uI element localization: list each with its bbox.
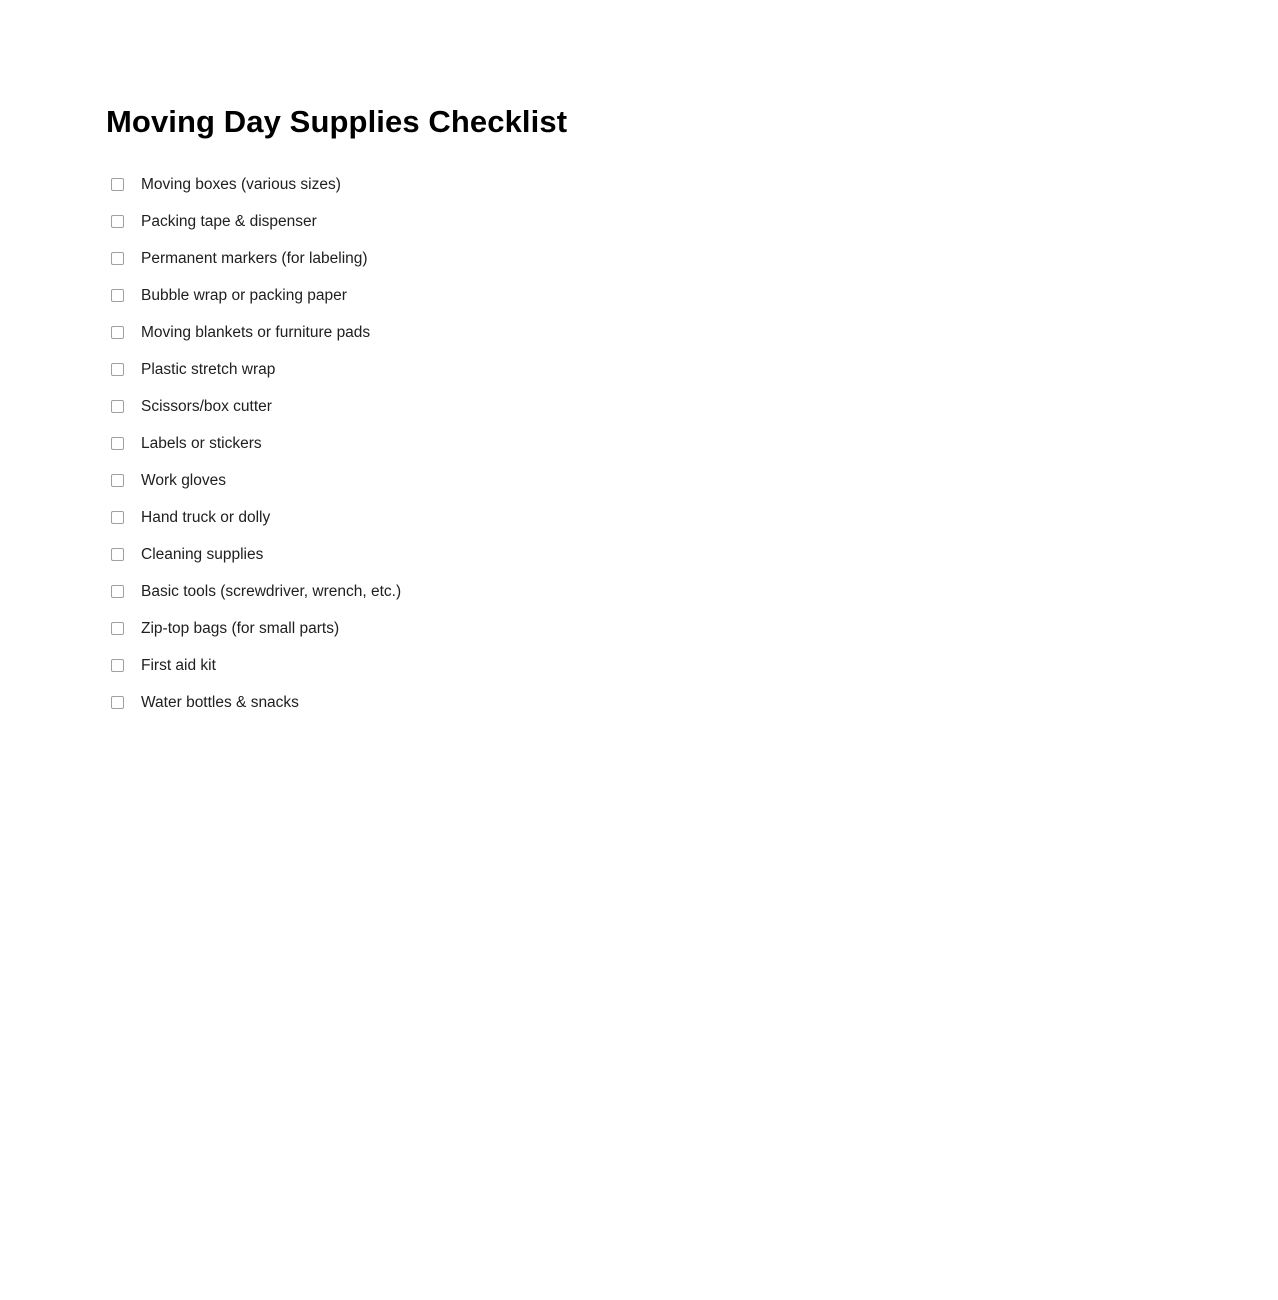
checklist-item-label: Scissors/box cutter (141, 397, 272, 415)
checklist-item-label: Bubble wrap or packing paper (141, 286, 347, 304)
page-title: Moving Day Supplies Checklist (106, 104, 568, 139)
checkbox-input[interactable] (111, 289, 124, 302)
checklist-item[interactable] (106, 425, 1278, 462)
checklist-item-label: Hand truck or dolly (141, 508, 271, 526)
checkbox-input[interactable] (111, 400, 124, 413)
checklist-item[interactable] (106, 277, 1278, 314)
checkbox-input[interactable] (111, 696, 124, 709)
checklist-item-label: First aid kit (141, 656, 216, 674)
checkbox-input[interactable] (111, 363, 124, 376)
checklist-item-label: Water bottles & snacks (141, 693, 299, 711)
checkbox-input[interactable] (111, 511, 124, 524)
checklist-item-label: Moving boxes (various sizes) (141, 175, 341, 193)
checklist-item[interactable] (106, 684, 1278, 721)
checklist-item-label: Moving blankets or furniture pads (141, 323, 371, 341)
checklist-item[interactable] (106, 610, 1278, 647)
checklist-item-label: Work gloves (141, 471, 226, 489)
checklist-item-label: Zip-top bags (for small parts) (141, 619, 340, 637)
checkbox-input[interactable] (111, 178, 124, 191)
checklist-item[interactable] (106, 203, 1278, 240)
checkbox-input[interactable] (111, 474, 124, 487)
checklist-item-label: Packing tape & dispenser (141, 212, 317, 230)
checkbox-input[interactable] (111, 659, 124, 672)
checklist-item[interactable] (106, 499, 1278, 536)
checkbox-input[interactable] (111, 215, 124, 228)
checkbox-input[interactable] (111, 622, 124, 635)
checklist-item[interactable] (106, 314, 1278, 351)
checklist-item[interactable] (106, 240, 1278, 277)
checkbox-input[interactable] (111, 252, 124, 265)
supplies-checklist (106, 166, 1278, 721)
checklist-item[interactable] (106, 351, 1278, 388)
checkbox-input[interactable] (111, 437, 124, 450)
checklist-item[interactable] (106, 536, 1278, 573)
checklist-item-label: Labels or stickers (141, 434, 262, 452)
checklist-item-label: Plastic stretch wrap (141, 360, 276, 378)
checkbox-input[interactable] (111, 548, 124, 561)
checklist-item[interactable] (106, 388, 1278, 425)
checklist-item[interactable] (106, 573, 1278, 610)
checkbox-input[interactable] (111, 585, 124, 598)
checklist-item-label: Permanent markers (for labeling) (141, 249, 368, 267)
checklist-item[interactable] (106, 166, 1278, 203)
checklist-item-label: Cleaning supplies (141, 545, 264, 563)
checklist-item[interactable] (106, 647, 1278, 684)
checkbox-input[interactable] (111, 326, 124, 339)
checklist-item[interactable] (106, 462, 1278, 499)
checklist-item-label: Basic tools (screwdriver, wrench, etc.) (141, 582, 402, 600)
